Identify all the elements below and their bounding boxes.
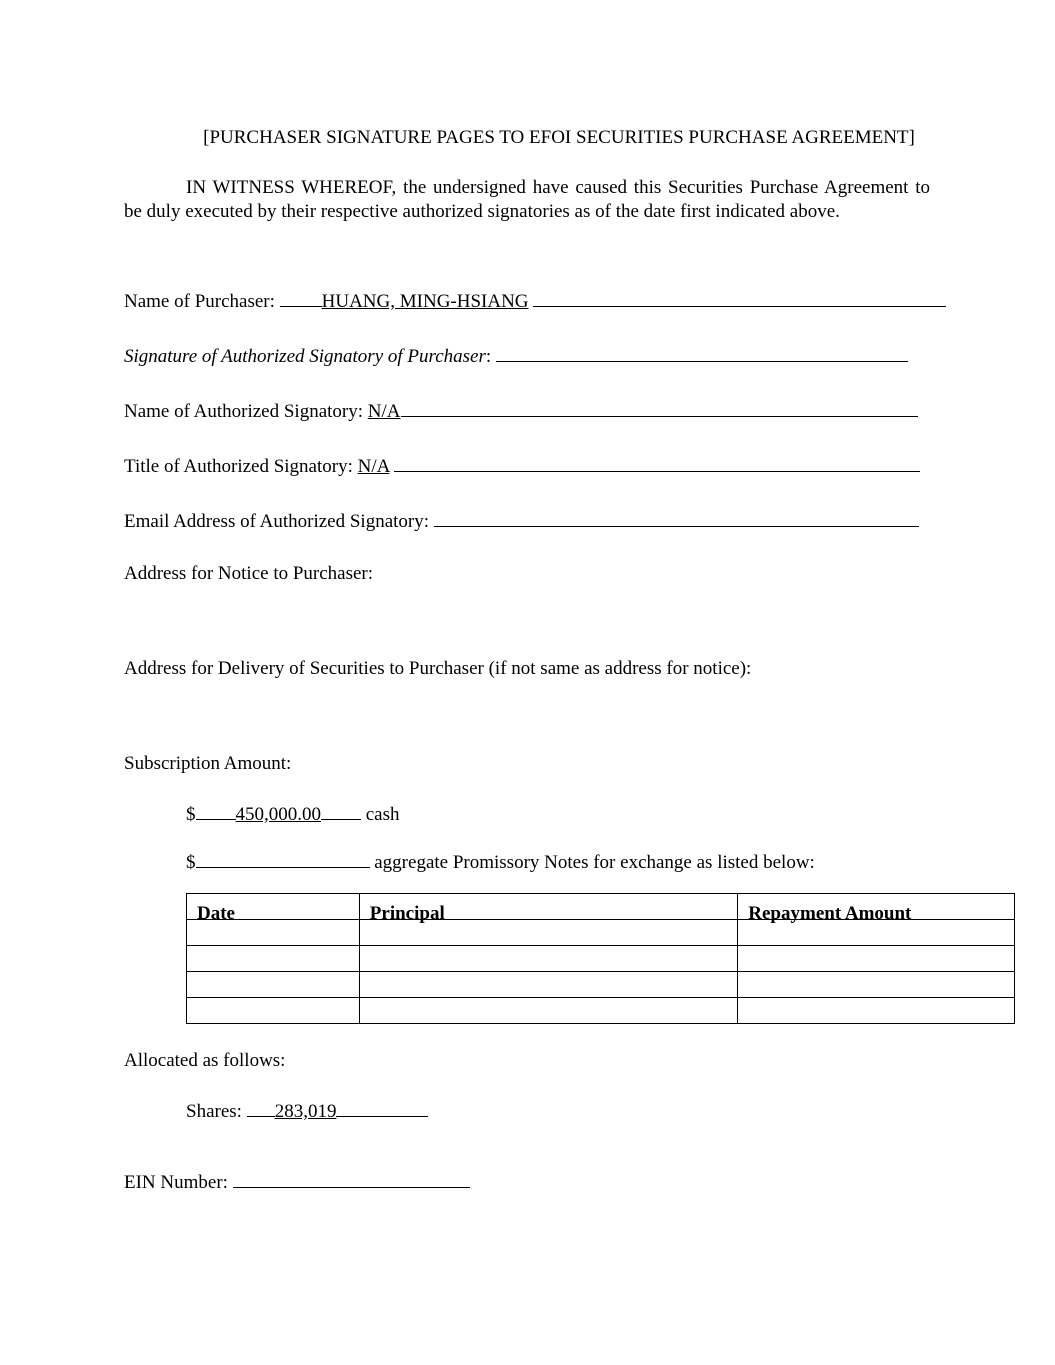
cash-row	[186, 802, 400, 824]
ein-field[interactable]	[233, 1170, 470, 1188]
auth-title-label: Title of Authorized Signatory:	[124, 456, 353, 477]
auth-title-blank	[394, 454, 920, 472]
auth-name-blank	[401, 399, 918, 417]
shares-lead-blank	[247, 1099, 275, 1117]
subscription-label: Subscription Amount:	[124, 753, 292, 774]
email-row	[124, 509, 919, 531]
cash-trail-blank	[321, 802, 361, 820]
shares-trail-blank	[336, 1099, 428, 1117]
witness-paragraph	[124, 176, 930, 224]
purchaser-name-value[interactable]: HUANG, MING-HSIANG	[321, 291, 529, 312]
notes-row	[186, 850, 815, 872]
auth-name-value[interactable]: N/A	[367, 401, 401, 422]
notes-suffix: aggregate Promissory Notes for exchange as listed below:	[374, 852, 815, 873]
purchaser-name-trail-blank	[533, 289, 946, 307]
table-cell[interactable]	[187, 972, 360, 998]
cash-lead-blank	[196, 802, 236, 820]
table-row	[187, 972, 1015, 998]
table-cell[interactable]	[738, 946, 1015, 972]
witness-text: IN WITNESS WHEREOF, the undersigned have caused this Securities Purchase Agreement to be duly executed by their respective authorized signatories as of the date first indicated above.	[124, 177, 930, 222]
signature-line[interactable]	[496, 344, 908, 362]
auth-title-row	[124, 454, 920, 476]
signature-row: Signature of Authorized Signatory of Purchaser:	[124, 344, 908, 366]
shares-value[interactable]: 283,019	[274, 1101, 337, 1122]
cash-suffix: cash	[365, 804, 400, 825]
currency-symbol: $	[186, 804, 196, 825]
shares-row	[186, 1099, 428, 1121]
table-cell[interactable]	[187, 998, 360, 1024]
table-cell[interactable]	[359, 972, 738, 998]
table-cell[interactable]	[738, 998, 1015, 1024]
page-title: [PURCHASER SIGNATURE PAGES TO EFOI SECURITIES PURCHASE AGREEMENT]	[203, 127, 915, 148]
table-header-principal: Principal	[359, 894, 738, 920]
ein-label: EIN Number:	[124, 1172, 228, 1193]
delivery-address-label: Address for Delivery of Securities to Purchaser (if not same as address for notice):	[124, 658, 752, 679]
email-field[interactable]	[434, 509, 919, 527]
table-cell[interactable]	[359, 946, 738, 972]
table-header-repayment: Repayment Amount	[738, 894, 1015, 920]
notice-address-label: Address for Notice to Purchaser:	[124, 563, 374, 584]
cash-amount[interactable]: 450,000.00	[235, 804, 321, 825]
allocated-label: Allocated as follows:	[124, 1050, 286, 1071]
purchaser-name-lead-blank	[280, 289, 322, 307]
table-cell[interactable]	[359, 998, 738, 1024]
purchaser-name-label: Name of Purchaser:	[124, 291, 275, 312]
purchaser-name-row	[124, 289, 946, 311]
ein-row	[124, 1170, 470, 1192]
table-cell[interactable]	[738, 972, 1015, 998]
signature-label: Signature of Authorized Signatory of Purchaser	[124, 346, 486, 367]
currency-symbol: $	[186, 852, 196, 873]
auth-name-label: Name of Authorized Signatory:	[124, 401, 364, 422]
notes-amount-field[interactable]	[196, 850, 370, 868]
table-cell[interactable]	[187, 946, 360, 972]
table-header-date: Date	[187, 894, 360, 920]
promissory-notes-table	[186, 893, 1015, 1024]
shares-label: Shares:	[186, 1101, 242, 1122]
table-row	[187, 946, 1015, 972]
table-row	[187, 998, 1015, 1024]
email-label: Email Address of Authorized Signatory:	[124, 511, 430, 532]
auth-name-row	[124, 399, 918, 421]
table-header-row	[187, 894, 1015, 920]
auth-title-value[interactable]: N/A	[357, 456, 390, 477]
